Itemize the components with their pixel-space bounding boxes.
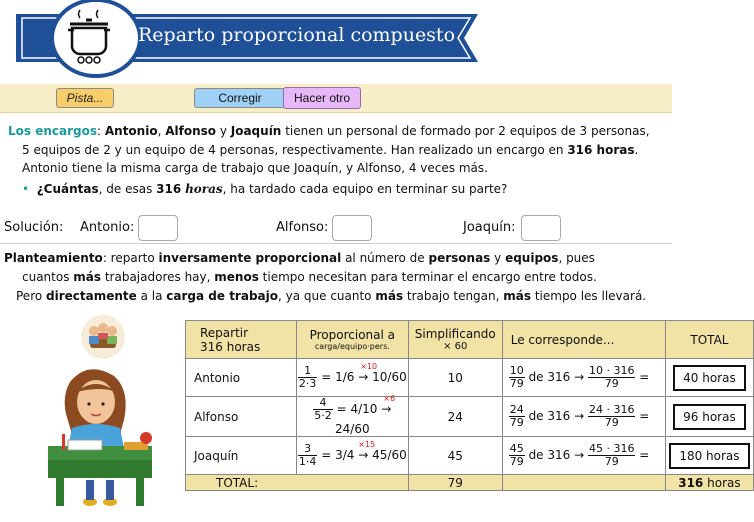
planteamiento-line-1: Planteamiento: reparto inversamente proporcional al número de personas y equipos, pues — [4, 251, 595, 265]
total-joaquin: 180 horas — [669, 443, 749, 469]
q-number: 316 — [156, 182, 182, 196]
planteamiento-line-2: cuantos más trabajadores hay, menos tiempo necesitan para terminar el encargo entre todos. — [22, 270, 597, 284]
problem-text: 5 equipos de 2 y un equipo de 4 personas, respectivamente. Han realizado un encargo en — [22, 143, 564, 157]
results-table — [185, 320, 754, 491]
q-word: ¿Cuántas — [36, 182, 99, 196]
total-antonio: 40 horas — [673, 365, 746, 391]
pot-icon — [62, 8, 116, 66]
table-row: Alfonso $\frac{4}{5\cdot 2}$ = 4/10 ×6 → 24/60 24 $\frac{24}{79}$ de 316 → $\frac{24 \cdot 316}{79}$ = 96 horas — [186, 397, 754, 437]
name-antonio: Antonio — [104, 124, 158, 138]
table-row: Joaquín $\frac{3}{1\cdot 4}$ = 3/4 ×15 → 45/60 45 $\frac{45}{79}$ de 316 → $\frac{45 \cdot 316}{79}$ = 180 horas — [186, 437, 754, 475]
answer-alfonso-input[interactable] — [332, 215, 372, 241]
problem-line-2: 5 equipos de 2 y un equipo de 4 personas, respectivamente. Han realizado un encargo en 316 horas. — [22, 143, 639, 157]
page-title: Reparto proporcional compuesto — [138, 24, 456, 46]
name-joaquin: Joaquín — [230, 124, 282, 138]
solution-label: Solución: — [4, 220, 64, 235]
table-header-row: Repartir 316 horas Proporcional a carga/equipo·pers. Simplificando × 60 Le corresponde... TOTAL — [186, 321, 754, 359]
table-row: Antonio $\frac{1}{2\cdot 3}$ = 1/6 ×10 → 10/60 10 $\frac{10}{79}$ de 316 → $\frac{10 \cdot 316}{79}$ = 40 horas — [186, 359, 754, 397]
name-alfonso: Alfonso — [165, 124, 217, 138]
answer-joaquin-input[interactable] — [521, 215, 561, 241]
problem-heading: Los encargos — [8, 124, 97, 138]
planteamiento-line-3: Pero directamente a la carga de trabajo, ya que cuanto más trabajo tengan, más tiempo les llevará. — [16, 289, 647, 303]
answer-alfonso-label: Alfonso: — [276, 220, 329, 235]
hint-button[interactable]: Pista... — [56, 88, 114, 108]
toolbar — [0, 84, 672, 113]
check-button[interactable]: Corregir — [194, 88, 286, 108]
problem-question: • ¿Cuántas, de esas 316 horas, ha tardado cada equipo en terminar su parte? — [22, 182, 508, 196]
table-footer-row: TOTAL: 79 316 horas — [186, 475, 754, 491]
answer-antonio-label: Antonio: — [80, 220, 135, 235]
student-illustration — [38, 362, 168, 512]
q-unit: horas — [185, 182, 223, 196]
problem-line-3: Antonio tiene la misma carga de trabajo que Joaquín, y Alfonso, 4 veces más. — [22, 161, 488, 175]
answer-antonio-input[interactable] — [138, 215, 178, 241]
total-alfonso: 96 horas — [673, 404, 746, 430]
answer-joaquin-label: Joaquín: — [463, 220, 516, 235]
divider — [0, 243, 672, 244]
problem-hours: 316 horas — [567, 143, 635, 157]
team-meeting-icon — [74, 314, 132, 360]
new-problem-button[interactable]: Hacer otro — [283, 87, 361, 109]
problem-text: tienen un personal de formado por 2 equipos de 3 personas, — [285, 124, 650, 138]
problem-line-1: Los encargos: Antonio, Alfonso y Joaquín tienen un personal de formado por 2 equipos de 3 personas, — [8, 124, 650, 138]
